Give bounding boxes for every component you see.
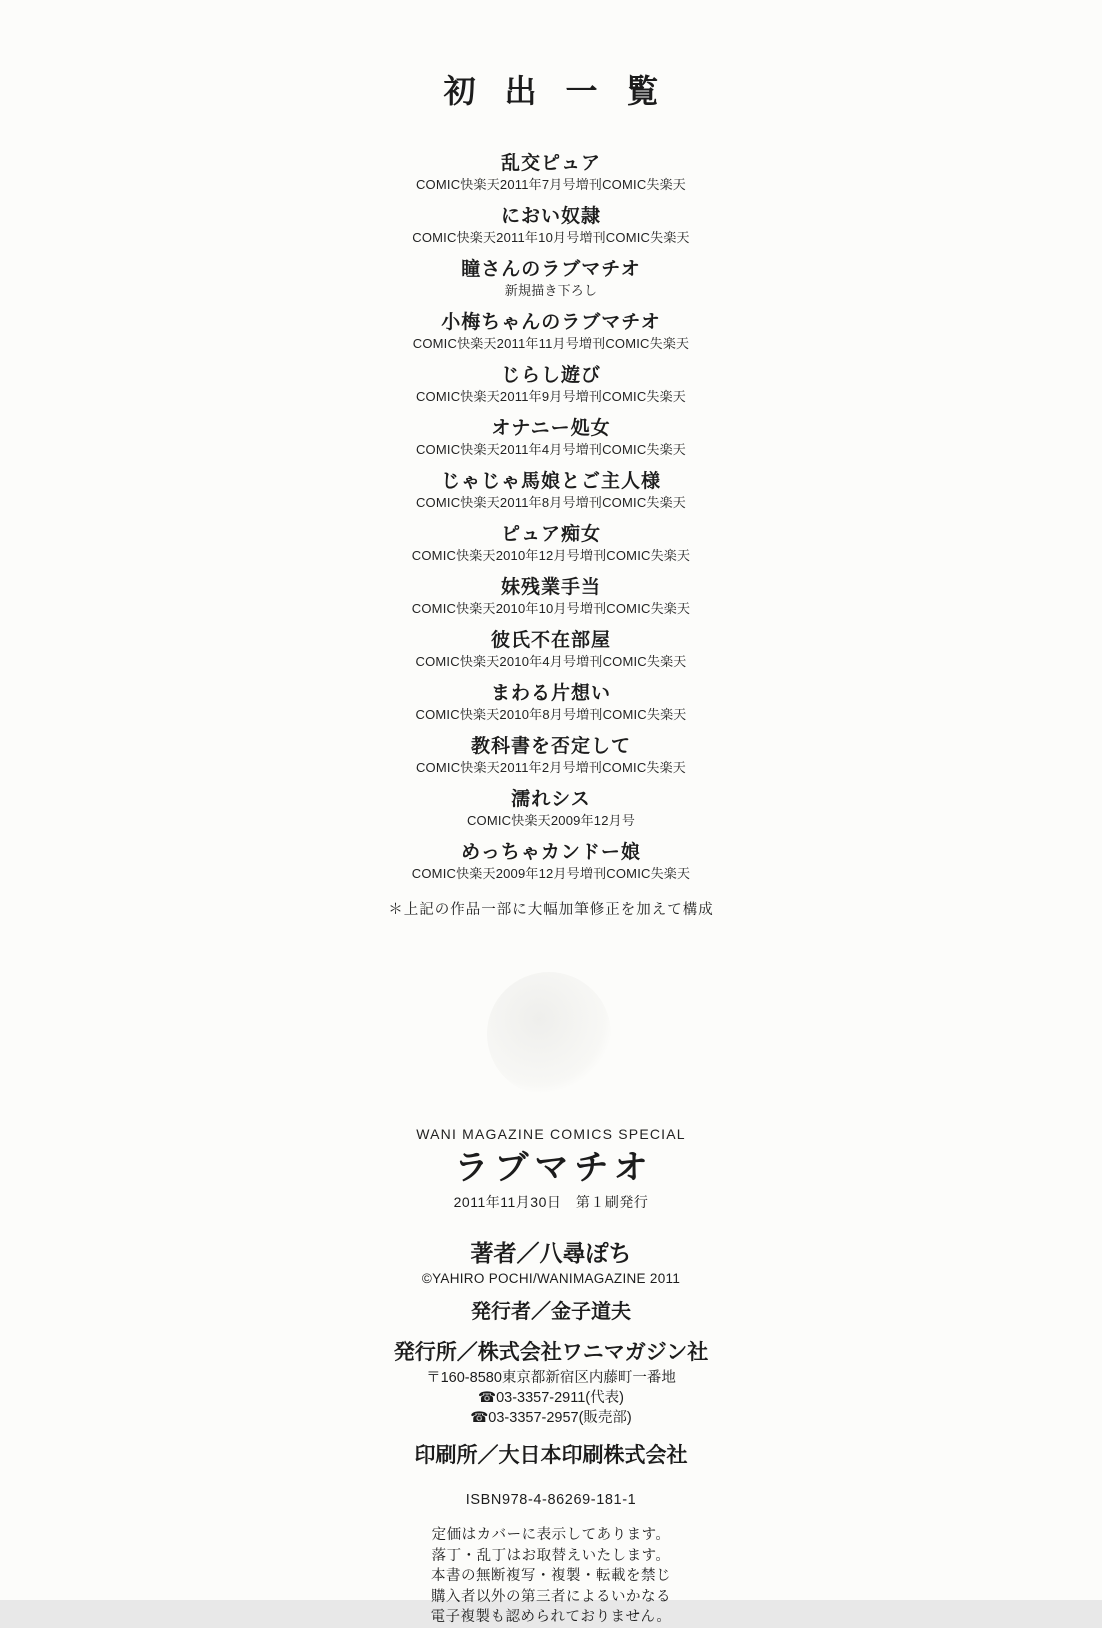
work-source: COMIC快楽天2010年4月号増刊COMIC失楽天 (415, 654, 687, 669)
copyright-line: ©YAHIRO POCHI/WANIMAGAZINE 2011 (421, 1271, 681, 1286)
tel-main-line: ☎03-3357-2911(代表) (478, 1390, 624, 1406)
work-title: 妹残業手当 (500, 577, 601, 598)
work-title: 小梅ちゃんのラブマチオ (441, 312, 661, 333)
printer-line: 印刷所／大日本印刷株式会社 (414, 1444, 688, 1467)
work-source: COMIC快楽天2011年4月号増刊COMIC失楽天 (415, 442, 687, 457)
print-info: 2011年11月30日 第１刷発行 (453, 1194, 649, 1210)
list-item (0, 205, 1102, 246)
list-item (0, 735, 1102, 776)
work-title: 乱交ピュア (500, 153, 601, 174)
work-source: COMIC快楽天2011年9月号増刊COMIC失楽天 (415, 389, 687, 404)
list-item (0, 523, 1102, 564)
list-item (0, 152, 1102, 193)
work-source: COMIC快楽天2011年8月号増刊COMIC失楽天 (415, 495, 687, 510)
work-source: 新規描き下ろし (504, 283, 598, 298)
work-title: じらし遊び (500, 365, 601, 386)
work-source: COMIC快楽天2011年11月号増刊COMIC失楽天 (412, 336, 690, 351)
list-item (0, 311, 1102, 352)
work-source: COMIC快楽天2010年12月号増刊COMIC失楽天 (411, 548, 691, 563)
list-item (0, 576, 1102, 617)
book-title: ラブマチオ (454, 1149, 654, 1187)
work-source: COMIC快楽天2009年12月号増刊COMIC失楽天 (411, 866, 691, 881)
list-item (0, 470, 1102, 511)
address-line: 〒160-8580東京都新宿区内藤町一番地 (426, 1370, 676, 1386)
work-title: 教科書を否定して (470, 736, 631, 757)
work-title: 彼氏不在部屋 (490, 630, 611, 651)
work-source: COMIC快楽天2009年12月号 (466, 813, 636, 828)
notice-line: 落丁・乱丁はお取替えいたします。 (431, 1547, 671, 1564)
work-title: めっちゃカンドー娘 (461, 842, 641, 863)
list-item (0, 417, 1102, 458)
work-source: COMIC快楽天2010年10月号増刊COMIC失楽天 (411, 601, 691, 616)
notice-line: 電子複製も認められておりません。 (430, 1609, 672, 1625)
list-item (0, 364, 1102, 405)
list-item (0, 682, 1102, 723)
work-source: COMIC快楽天2011年2月号増刊COMIC失楽天 (415, 760, 687, 775)
work-source: COMIC快楽天2011年7月号増刊COMIC失楽天 (415, 177, 687, 192)
work-title: オナニー処女 (491, 418, 611, 439)
revision-note: ＊上記の作品一部に大幅加筆修正を加えて構成 (388, 902, 714, 918)
list-item (0, 788, 1102, 829)
notice-line: 定価はカバーに表示してあります。 (431, 1527, 671, 1543)
work-source: COMIC快楽天2011年10月号増刊COMIC失楽天 (412, 230, 690, 245)
list-item (0, 629, 1102, 670)
page-title: 初 出 一 覧 (443, 73, 669, 109)
colophon-block (0, 1126, 1102, 1628)
work-title: 瞳さんのラブマチオ (461, 259, 641, 280)
list-item (0, 258, 1102, 299)
notice-line: 本書の無断複写・複製・転載を禁じ (431, 1568, 671, 1584)
isbn-line: ISBN978-4-86269-181-1 (465, 1492, 637, 1508)
publisher-stamp-watermark (487, 972, 611, 1096)
series-label: WANI MAGAZINE COMICS SPECIAL (416, 1126, 686, 1142)
work-title: ピュア痴女 (500, 524, 601, 545)
notice-line: 購入者以外の第三者によるいかなる (431, 1588, 671, 1605)
work-title: じゃじゃ馬娘とご主人様 (440, 471, 661, 492)
tel-sales-line: ☎03-3357-2957(販売部) (470, 1410, 632, 1426)
work-title: 濡れシス (511, 789, 591, 810)
notice-block (0, 1525, 1102, 1628)
publisher-line: 発行所／株式会社ワニマガジン社 (393, 1341, 709, 1364)
author-line: 著者／八尋ぽち (470, 1240, 632, 1266)
work-title: におい奴隷 (500, 206, 601, 227)
list-item (0, 841, 1102, 882)
works-list (0, 152, 1102, 882)
work-title: まわる片想い (490, 683, 611, 704)
work-source: COMIC快楽天2010年8月号増刊COMIC失楽天 (415, 707, 687, 722)
publisher-person-line: 発行者／金子道夫 (471, 1301, 631, 1323)
